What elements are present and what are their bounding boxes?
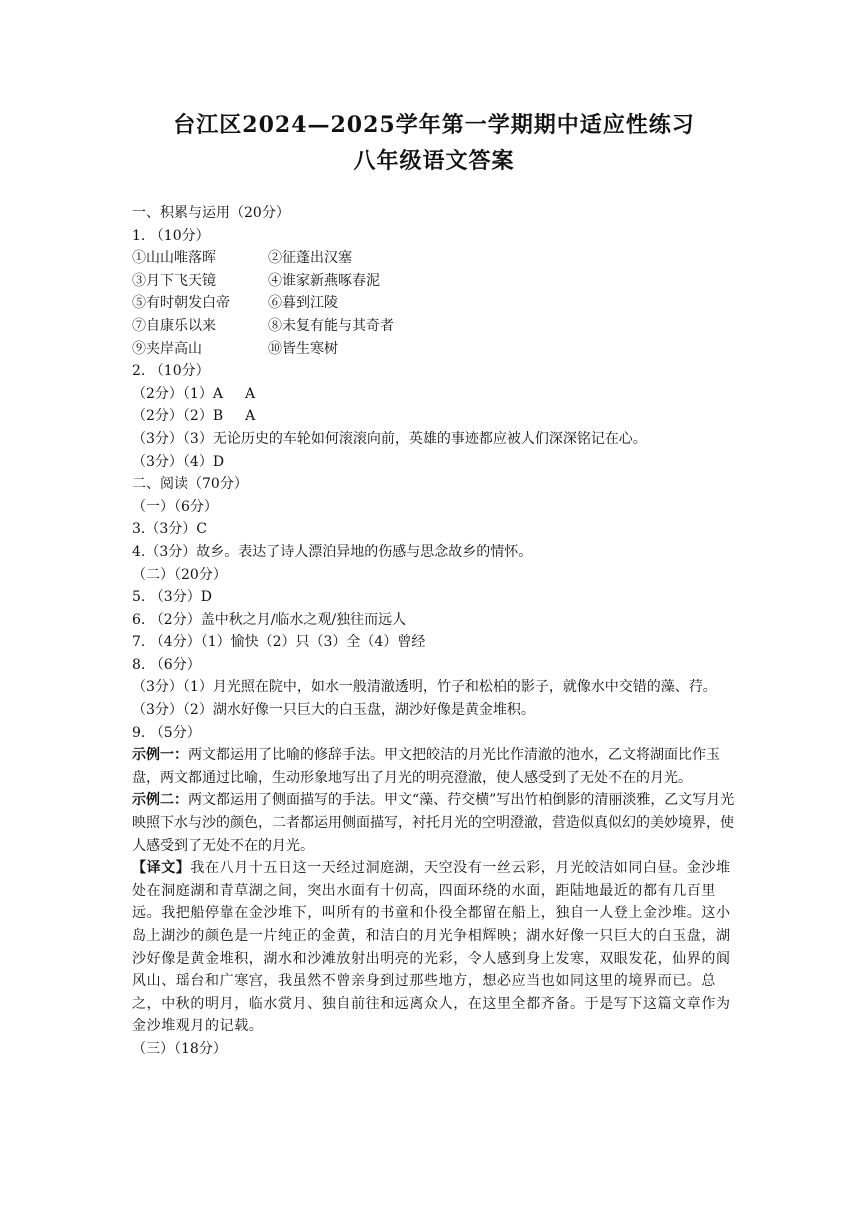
answer-item: ③月下飞天镜 [132,272,216,289]
question-8: 8. （6分） [132,656,201,673]
question-1: 1. （10分） [132,227,210,244]
answer-4: 4.（3分）故乡。表达了诗人漂泊异地的伤感与思念故乡的情怀。 [132,543,533,560]
answer-content [132,202,744,1061]
question-9: 9. （5分） [132,724,201,741]
answer-pair [132,270,744,293]
answer-pair [132,247,744,270]
page-subtitle: 八年级语文答案 [353,148,515,174]
answer-item: ④谁家新燕啄春泥 [268,272,380,289]
translation-text: 我在八月十五日这一天经过洞庭湖，天空没有一丝云彩，月光皎洁如同白昼。金沙堆处在洞庭湖和青草湖之间，突出水面有十仞高，四面环绕的水面，距陆地最近的都有几百里远。我把船停靠在金沙堆下，叫所有的书童和仆役全都留在船上，独自一人登上金沙堆。这小岛上湖沙的颜色是一片纯正的金黄，和洁白的月光争相辉映；湖水好像一只巨大的白玉盘，湖沙好像是黄金堆积，湖水和沙滩放射出明亮的光彩，令人感到身上发寒，双眼发花，仙界的阆风山、瑶台和广寒宫，我虽然不曾亲身到过那些地方，想必应当也如同这里的境界而已。总之，中秋的明月，临水赏月、独自前往和远离众人，在这里全都齐备。于是写下这篇文章作为金沙堆观月的记载。 [132,860,731,1035]
translation-label: 【译文】 [132,860,191,877]
answer-text: A [244,385,256,402]
part-3-heading: （三）（18分） [132,1040,227,1057]
answer-pair [132,338,744,361]
answer-3: 3.（3分）C [132,521,207,538]
answer-8-2: （3分）（2）湖水好像一只巨大的白玉盘，湖沙好像是黄金堆积。 [132,702,535,719]
answer-item: ⑥暮到江陵 [268,295,338,312]
section-heading-1: 一、积累与运用（20分） [132,205,290,221]
answer-2-3: （3分）（3）无论历史的车轮如何滚滚向前，英雄的事迹都应被人们深深铭记在心。 [132,430,647,447]
answer-pair [132,292,744,315]
section-heading-2: 二、阅读（70分） [132,476,248,493]
answer-8-1: （3分）（1）月光照在院中，如水一般清澈透明，竹子和松柏的影子，就像水中交错的藻、荇。 [132,679,717,696]
example-2-text: 两文都运用了侧面描写的手法。甲文“藻、荇交横”写出竹柏倒影的清丽淡雅，乙文写月光映照下水与沙的颜色，二者都运用侧面描写，衬托月光的空明澄澈，营造似真似幻的美妙境界，使人感受到了无处不在的月光。 [132,792,735,854]
answer-item: ⑩皆生寒树 [268,340,338,357]
answer-item: ⑤有时朝发白帝 [132,295,230,312]
example-1-text: 两文都运用了比喻的修辞手法。甲文把皎洁的月光比作清澈的池水，乙文将湖面比作玉盘，两文都通过比喻，生动形象地写出了月光的明亮澄澈，使人感受到了无处不在的月光。 [132,747,720,786]
answer-item: ②征蓬出汉塞 [268,250,352,267]
answer-item: ⑦自康乐以来 [132,317,216,334]
page-title: 台江区2024—2025学年第一学期期中适应性练习 [173,112,695,138]
example-1-label: 示例一： [132,747,188,764]
answer-item: ①山山唯落晖 [132,250,216,267]
question-2: 2. （10分） [132,363,210,380]
answer-item: ⑨夹岸高山 [132,340,202,357]
part-1-heading: （一）（6分） [132,498,218,515]
answer-2-1 [132,383,744,406]
answer-6: 6. （2分）盖中秋之月/临水之观/独往而远人 [132,611,407,628]
answer-pair [132,315,744,338]
example-2-label: 示例二： [132,792,188,809]
answer-5: 5. （3分）D [132,589,212,606]
answer-7: 7. （4分）（1）愉快（2）只（3）全（4）曾经 [132,634,426,651]
translation [132,857,744,1038]
answer-text: A [245,408,256,425]
answer-item: ⑧未复有能与其奇者 [268,317,394,334]
answer-2-4: （3分）（4）D [132,453,225,470]
answer-text: （2分）（1）A [132,385,223,402]
example-2 [132,789,744,857]
answer-text: （2分）（2）B [132,408,224,425]
example-1 [132,744,744,789]
answer-2-2 [132,405,744,428]
part-2-heading: （二）（20分） [132,566,227,583]
